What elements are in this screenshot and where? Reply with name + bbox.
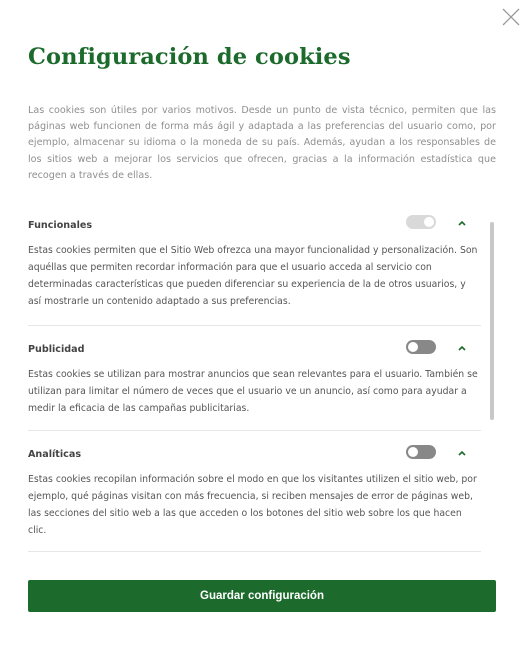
cookie-section-publicidad <box>28 326 481 431</box>
section-title: Analíticas <box>28 449 82 460</box>
close-icon <box>500 6 522 28</box>
modal-title: Configuración de cookies <box>28 44 351 70</box>
cookie-categories-list[interactable] <box>28 208 481 580</box>
section-header[interactable] <box>28 431 481 471</box>
toggle-publicidad[interactable] <box>406 340 436 354</box>
cookie-section-funcionales <box>28 208 481 326</box>
scrollbar-thumb[interactable] <box>490 222 494 420</box>
chevron-up-icon[interactable] <box>456 447 468 459</box>
close-button[interactable] <box>500 6 522 28</box>
section-description: Estas cookies se utilizan para mostrar anuncios que sean relevantes para el usuario. También se utilizan para limitar el número de veces que el usuario ve un anuncio, así como para ayudar a medir la eficacia de las campañas publicitarias. <box>28 369 478 414</box>
chevron-up-icon[interactable] <box>456 342 468 354</box>
toggle-knob <box>424 217 434 227</box>
toggle-knob <box>408 447 418 457</box>
section-description: Estas cookies recopilan información sobre el modo en que los visitantes utilizen el sitio web, por ejemplo, qué páginas visitan con más frecuencia, si reciben mensajes de error de páginas web, las secciones del sitio web a las que acceden o los botones del sitio web sobre los que hacen clic. <box>28 474 477 536</box>
toggle-knob <box>408 342 418 352</box>
chevron-up-icon[interactable] <box>456 217 468 229</box>
section-title: Publicidad <box>28 344 85 355</box>
save-settings-button[interactable]: Guardar configuración <box>28 580 496 612</box>
toggle-analiticas[interactable] <box>406 445 436 459</box>
cookie-section-analiticas <box>28 431 481 552</box>
section-title: Funcionales <box>28 220 93 231</box>
intro-text: Las cookies son útiles por varios motivos. Desde un punto de vista técnico, permiten que las páginas web funcionen de forma más ágil y adaptada a las preferencias del usuario como, por ejemplo, almacenar su idioma o la moneda de su país. Además, ayudan a los responsables de los sitios web a mejorar los servicios que ofrecen, gracias a la información estadística que recogen a través de ellas. <box>28 105 496 181</box>
section-header[interactable] <box>28 208 481 242</box>
section-description: Estas cookies permiten que el Sitio Web ofrezca una mayor funcionalidad y personalización. Son aquéllas que permiten recordar información para que el usuario acceda al servicio con determinadas características que pueden diferenciar su experiencia de la de otros usuarios, y así mostrarle un contenido adaptado a sus preferencias. <box>28 245 478 307</box>
scrollbar[interactable] <box>490 222 494 577</box>
toggle-funcionales[interactable] <box>406 215 436 229</box>
section-header[interactable] <box>28 326 481 366</box>
